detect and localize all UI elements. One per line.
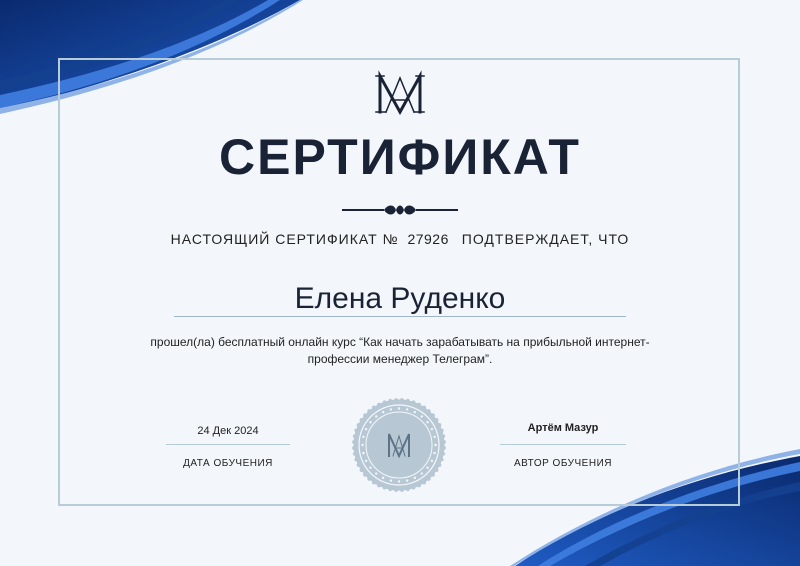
- monogram-ma-icon: [0, 70, 800, 118]
- seal-edge-notch: [403, 490, 407, 494]
- certificate-number: 27926: [407, 231, 449, 247]
- seal-dot: [414, 411, 416, 413]
- seal-dot: [369, 421, 371, 423]
- seal-dot: [433, 436, 435, 438]
- seal-edge-notch: [359, 414, 363, 418]
- seal-edge-notch: [356, 467, 360, 471]
- seal-edge-notch: [385, 397, 389, 401]
- certificate-title: СЕРТИФИКАТ: [219, 129, 581, 185]
- seal-dot: [375, 472, 377, 474]
- seal-edge-notch: [350, 437, 354, 441]
- divider-ornament-icon: [340, 202, 460, 218]
- name-underline: [174, 316, 626, 317]
- seal-edge-notch: [421, 484, 425, 488]
- subtitle-prefix: НАСТОЯЩИЙ СЕРТИФИКАТ №: [170, 231, 399, 247]
- seal-dot: [431, 428, 433, 430]
- seal-edge-notch: [438, 419, 442, 423]
- seal-dot: [390, 408, 392, 410]
- seal-dot: [361, 444, 363, 446]
- seal-dot: [421, 472, 423, 474]
- course-description: [120, 334, 680, 368]
- seal-edge-notch: [351, 455, 355, 459]
- seal-edge-notch: [435, 414, 439, 418]
- seal-edge-notch: [368, 405, 372, 409]
- seal-dot: [433, 452, 435, 454]
- seal-edge-notch: [363, 409, 367, 413]
- seal-dot: [365, 428, 367, 430]
- seal-dot: [434, 444, 436, 446]
- author-label: АВТОР ОБУЧЕНИЯ: [514, 458, 612, 469]
- training-date-label: ДАТА ОБУЧЕНИЯ: [183, 458, 273, 469]
- author-underline: [500, 444, 626, 445]
- seal-edge-notch: [444, 449, 448, 453]
- seal-edge-notch: [443, 431, 447, 435]
- seal-dot: [426, 467, 428, 469]
- seal-edge-notch: [441, 425, 445, 429]
- seal-edge-notch: [379, 399, 383, 403]
- seal-edge-notch: [379, 487, 383, 491]
- seal-dot: [421, 415, 423, 417]
- seal-dot: [382, 411, 384, 413]
- seal-edge-notch: [373, 402, 377, 406]
- seal-dot: [406, 408, 408, 410]
- seal-edge-notch: [391, 396, 395, 400]
- seal-dot: [369, 467, 371, 469]
- seal-dot: [426, 421, 428, 423]
- seal-edge-notch: [353, 461, 357, 465]
- subtitle-suffix: ПОДТВЕРЖДАЕТ, ЧТО: [461, 231, 630, 247]
- seal-edge-notch: [438, 467, 442, 471]
- training-date: 24 Дек 2024: [197, 425, 259, 437]
- seal-edge-notch: [409, 489, 413, 493]
- seal-dot: [406, 479, 408, 481]
- seal-edge-notch: [435, 472, 439, 476]
- seal-edge-notch: [441, 461, 445, 465]
- seal-edge-notch: [415, 399, 419, 403]
- seal-edge-notch: [426, 405, 430, 409]
- seal-edge-notch: [426, 481, 430, 485]
- seal-edge-notch: [431, 409, 435, 413]
- seal-edge-notch: [359, 472, 363, 476]
- description-line-1: прошел(ла) бесплатный онлайн курс “Как начать зарабатывать на прибыльной интернет-: [150, 335, 650, 349]
- seal-edge-notch: [409, 397, 413, 401]
- seal-dot: [414, 477, 416, 479]
- certificate-subtitle: [0, 231, 800, 247]
- description-line-2: профессии менеджер Телеграм”.: [307, 352, 493, 366]
- seal-edge-notch: [443, 455, 447, 459]
- seal-dot: [398, 480, 400, 482]
- seal-icon: [350, 396, 448, 494]
- seal-dot: [390, 479, 392, 481]
- seal-edge-notch: [444, 437, 448, 441]
- seal-edge-notch: [356, 419, 360, 423]
- author-name: Артём Мазур: [527, 422, 599, 434]
- seal-dot: [365, 460, 367, 462]
- seal-edge-notch: [421, 402, 425, 406]
- seal-edge-notch: [385, 489, 389, 493]
- seal-edge-notch: [350, 449, 354, 453]
- seal-edge-notch: [353, 425, 357, 429]
- seal-edge-notch: [403, 396, 407, 400]
- seal-edge-notch: [391, 490, 395, 494]
- recipient-name: Елена Руденко: [294, 282, 506, 315]
- seal-edge-notch: [351, 431, 355, 435]
- seal-edge-notch: [363, 477, 367, 481]
- seal-dot: [362, 436, 364, 438]
- seal-dot: [375, 415, 377, 417]
- seal-dot: [431, 460, 433, 462]
- seal-edge-notch: [368, 481, 372, 485]
- seal-dot: [382, 477, 384, 479]
- seal-dot: [398, 407, 400, 409]
- date-underline: [166, 444, 290, 445]
- seal-edge-notch: [373, 484, 377, 488]
- seal-dot: [362, 452, 364, 454]
- seal-edge-notch: [415, 487, 419, 491]
- seal-edge-notch: [431, 477, 435, 481]
